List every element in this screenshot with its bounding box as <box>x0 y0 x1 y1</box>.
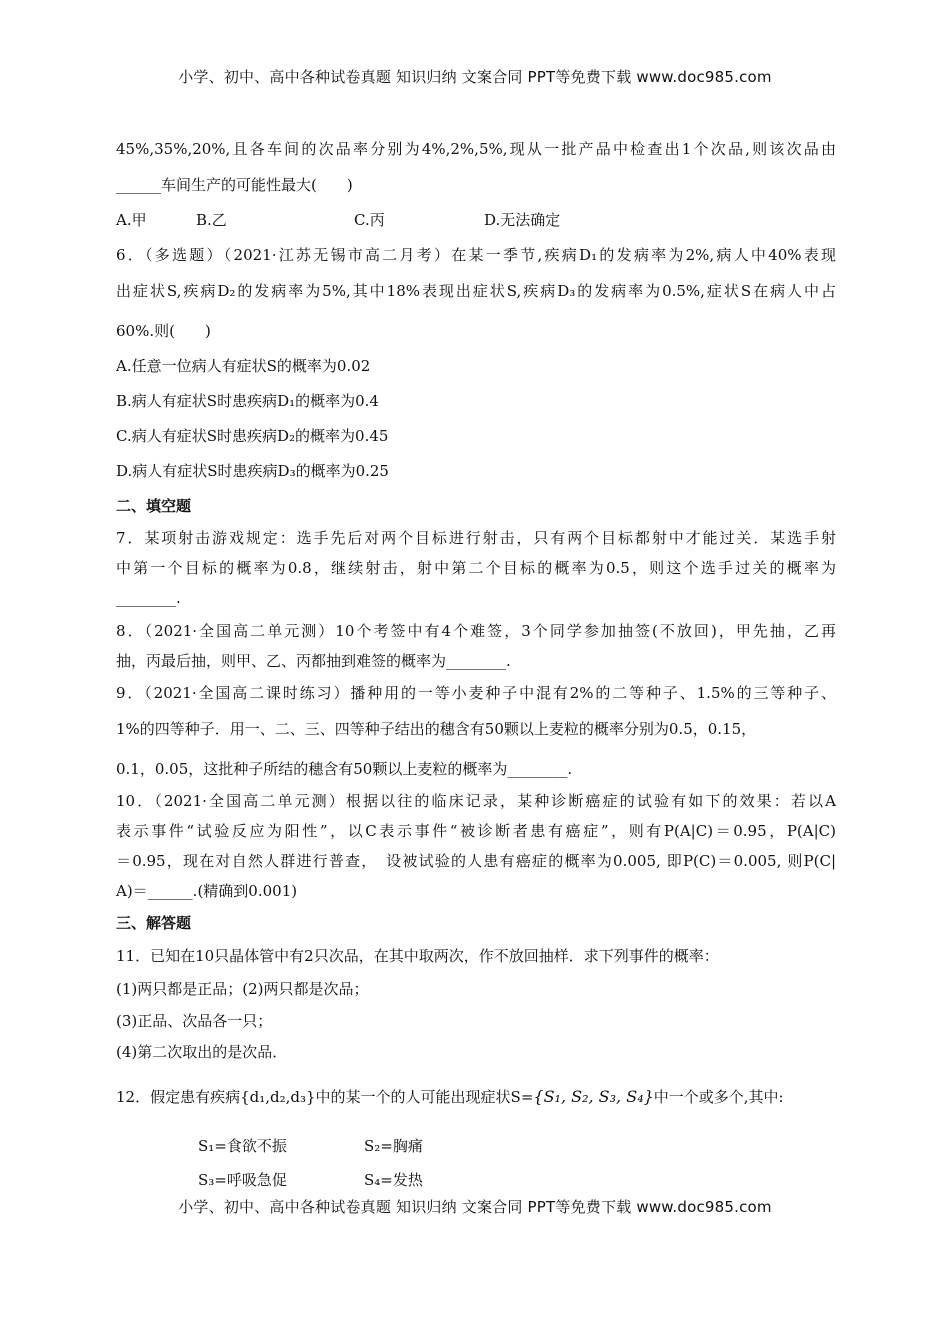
q12-s3: S₃=呼吸急促 <box>198 1171 287 1189</box>
q12-s4: S₄=发热 <box>364 1171 423 1189</box>
q10-line4: A)＝______.(精确到0.001) <box>116 882 298 900</box>
q5-option-b: B.乙 <box>196 211 227 229</box>
q5-option-d: D.无法确定 <box>484 211 561 229</box>
q9-line1: 9．（2021·全国高二课时练习）播种用的一等小麦种子中混有2%的二等种子、1.5%的三等种子、 <box>116 684 836 702</box>
q6-line2: 出症状S,疾病D₂的发病率为5%,其中18%表现出症状S,疾病D₃的发病率为0.5%,症状S在病人中占 <box>116 282 836 300</box>
q5-option-a: A.甲 <box>116 211 147 229</box>
q7-line3: ________. <box>116 589 181 607</box>
q10-line3: ＝0.95，现在对自然人群进行普查， 设被试验的人患有癌症的概率为0.005, 即P(C)＝0.005, 则P(C| <box>116 852 836 870</box>
q5-line1: 45%,35%,20%,且各车间的次品率分别为4%,2%,5%,现从一批产品中检查出1个次品,则该次品由 <box>116 140 836 158</box>
q11-line4: (4)第二次取出的是次品． <box>116 1043 288 1061</box>
q9-line2: 1%的四等种子．用一、二、三、四等种子结出的穗含有50颗以上麦粒的概率分别为0.5，0.15， <box>116 720 757 738</box>
q6-option-c: C.病人有症状S时患疾病D₂的概率为0.45 <box>116 427 389 445</box>
page-header-banner: 小学、初中、高中各种试卷真题 知识归纳 文案合同 PPT等免费下载 www.doc985.com <box>178 68 772 86</box>
page-footer-banner: 小学、初中、高中各种试卷真题 知识归纳 文案合同 PPT等免费下载 www.doc985.com <box>178 1198 772 1216</box>
q8-line2: 抽，丙最后抽，则甲、乙、丙都抽到难签的概率为________. <box>116 652 511 670</box>
q6-option-a: A.任意一位病人有症状S的概率为0.02 <box>116 357 371 375</box>
q10-line2: 表示事件“试验反应为阳性”，以C表示事件“被诊断者患有癌症”，则有P(A|C)＝0.95，P(A|C) <box>116 822 836 840</box>
q5-line2: ______车间生产的可能性最大( ) <box>116 176 353 194</box>
q6-line3: 60%.则( ) <box>116 322 211 340</box>
q9-line3: 0.1，0.05，这批种子所结的穗含有50颗以上麦粒的概率为________. <box>116 760 573 778</box>
section-heading-fill-blank: 二、填空题 <box>116 497 192 515</box>
q6-option-b: B.病人有症状S时患疾病D₁的概率为0.4 <box>116 392 379 410</box>
q11-line1: 11．已知在10只晶体管中有2只次品，在其中取两次，作不放回抽样．求下列事件的概率： <box>116 947 719 965</box>
q11-line3: (3)正品、次品各一只； <box>116 1012 273 1030</box>
q8-line1: 8．（2021·全国高二单元测）10个考签中有4个难签，3个同学参加抽签(不放回)，甲先抽，乙再 <box>116 622 836 640</box>
q12-s2: S₂=胸痛 <box>364 1137 423 1155</box>
section-heading-answer: 三、解答题 <box>116 914 192 932</box>
q12-suffix: 中一个或多个,其中: <box>653 1088 784 1106</box>
q10-line1: 10．（2021·全国高二单元测）根据以往的临床记录，某种诊断癌症的试验有如下的效果：若以A <box>116 792 836 810</box>
q12-s1: S₁=食欲不振 <box>198 1137 287 1155</box>
q11-line2: (1)两只都是正品；(2)两只都是次品； <box>116 980 369 998</box>
q6-line1: 6．（多选题）（2021·江苏无锡市高二月考）在某一季节,疾病D₁的发病率为2%,病人中40%表现 <box>116 246 836 264</box>
q5-options <box>116 210 560 230</box>
q7-line2: 中第一个目标的概率为0.8，继续射击，射中第二个目标的概率为0.5，则这个选手过关的概率为 <box>116 559 836 577</box>
q12-line1 <box>116 1087 784 1107</box>
q7-line1: 7．某项射击游戏规定：选手先后对两个目标进行射击，只有两个目标都射中才能过关．某选手射 <box>116 529 836 547</box>
q12-symptom-set: {S₁, S₂, S₃, S₄} <box>533 1087 654 1106</box>
q12-prefix: 12．假定患有疾病{d₁,d₂,d₃}中的某一个的人可能出现症状S= <box>116 1088 534 1106</box>
q5-option-c: C.丙 <box>354 211 385 229</box>
q6-option-d: D.病人有症状S时患疾病D₃的概率为0.25 <box>116 462 389 480</box>
